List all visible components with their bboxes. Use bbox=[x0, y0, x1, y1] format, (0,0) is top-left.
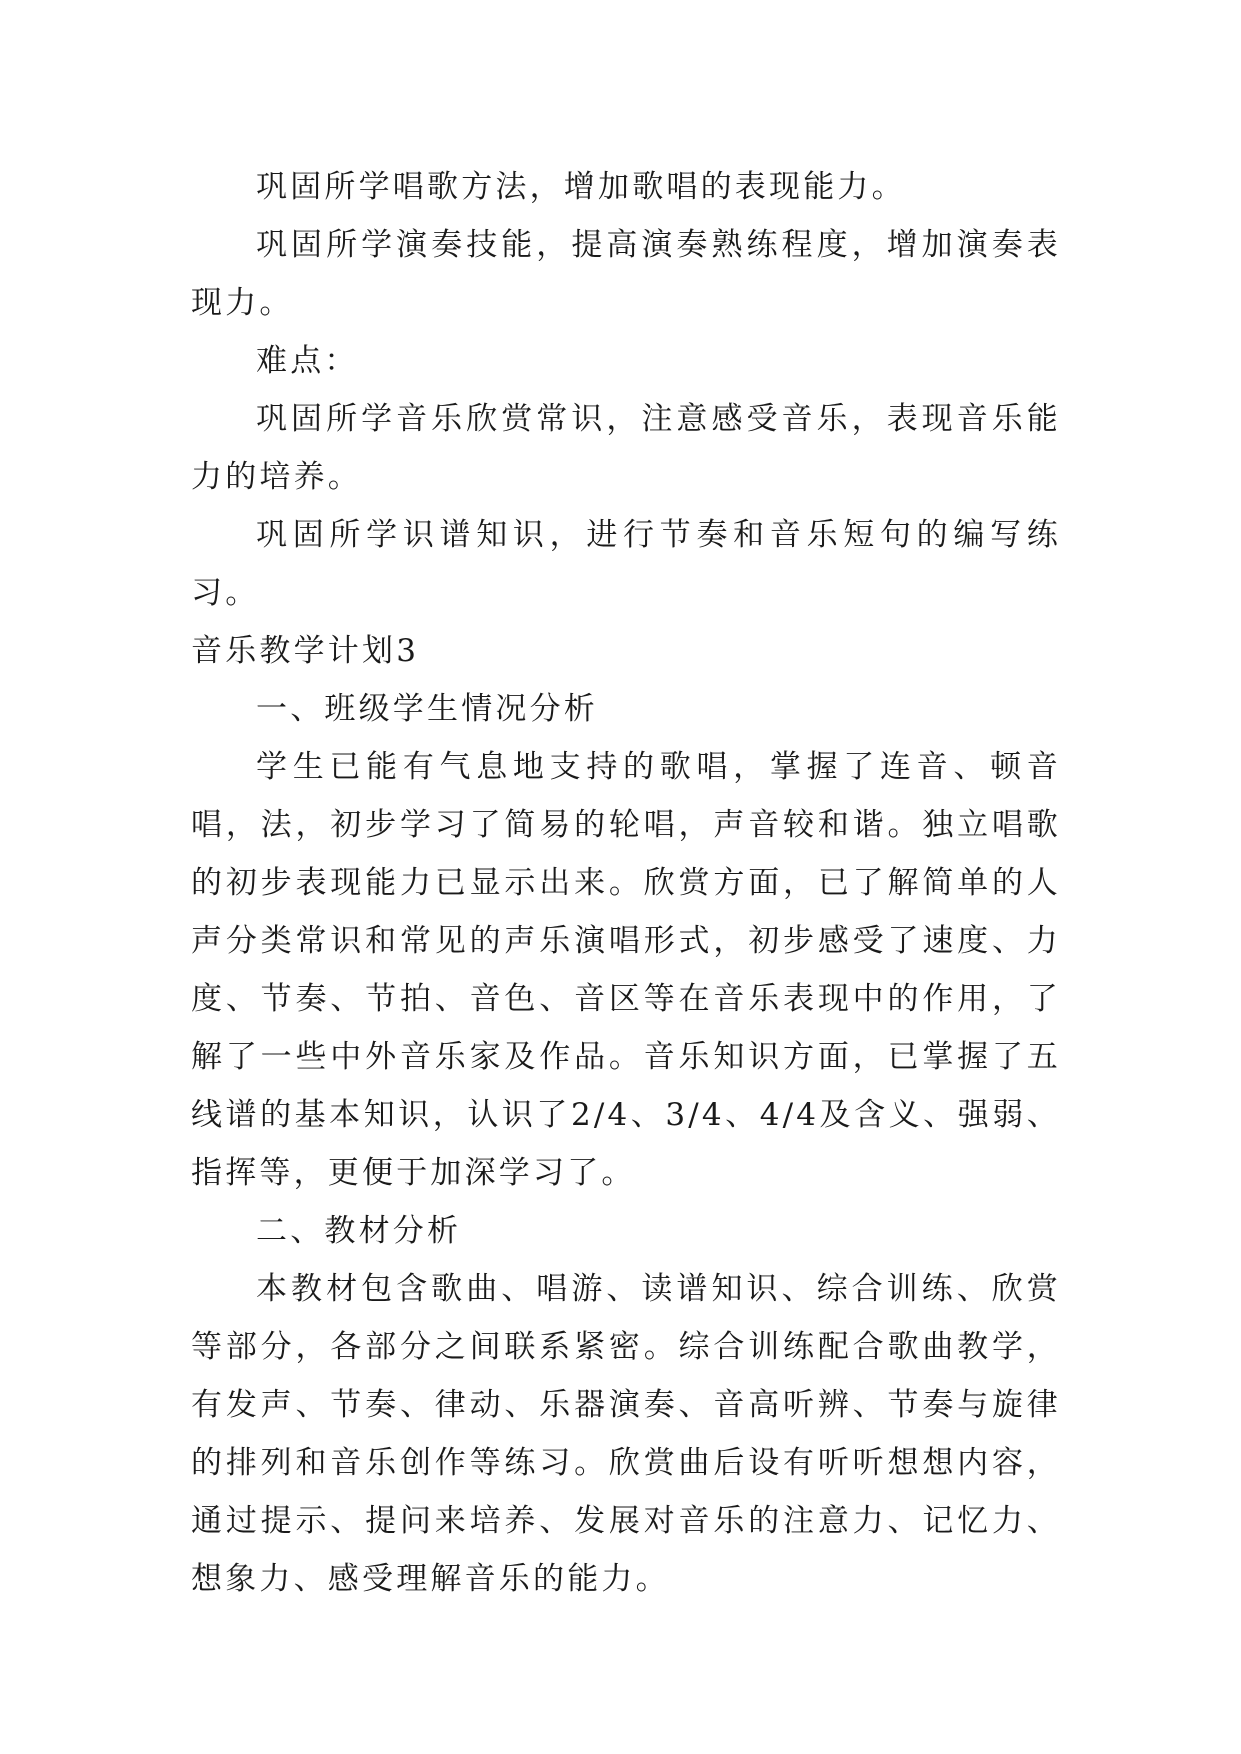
paragraph-singing: 巩固所学唱歌方法，增加歌唱的表现能力。 bbox=[256, 169, 906, 205]
difficulty-label: 难点： bbox=[256, 343, 359, 379]
paragraph-instrumental: 巩固所学演奏技能，提高演奏熟练程度，增加演奏表现力。 bbox=[191, 227, 1061, 321]
paragraph-textbook: 本教材包含歌曲、唱游、读谱知识、综合训练、欣赏等部分，各部分之间联系紧密。综合训练配合歌曲教学，有发声、节奏、律动、乐器演奏、音高听辨、节奏与旋律的排列和音乐创作等练习。欣赏曲后设有听听想想内容，通过提示、提问来培养、发展对音乐的注意力、记忆力、想象力、感受理解音乐的能力。 bbox=[191, 1271, 1061, 1597]
document-page bbox=[191, 158, 1061, 1608]
paragraph-students: 学生已能有气息地支持的歌唱，掌握了连音、顿音唱，法，初步学习了简易的轮唱，声音较和谐。独立唱歌的初步表现能力已显示出来。欣赏方面，已了解简单的人声分类常识和常见的声乐演唱形式，初步感受了速度、力度、节奏、节拍、音色、音区等在音乐表现中的作用，了解了一些中外音乐家及作品。音乐知识方面，已掌握了五线谱的基本知识，认识了2/4、3/4、4/4及含义、强弱、指挥等，更便于加深学习了。 bbox=[191, 749, 1061, 1191]
paragraph-notation: 巩固所学识谱知识，进行节奏和音乐短句的编写练习。 bbox=[191, 517, 1061, 611]
plan-heading: 音乐教学计划3 bbox=[191, 633, 420, 669]
section-title-students: 一、班级学生情况分析 bbox=[256, 691, 598, 727]
paragraph-appreciation: 巩固所学音乐欣赏常识，注意感受音乐，表现音乐能力的培养。 bbox=[191, 401, 1061, 495]
section-title-textbook: 二、教材分析 bbox=[256, 1213, 462, 1249]
